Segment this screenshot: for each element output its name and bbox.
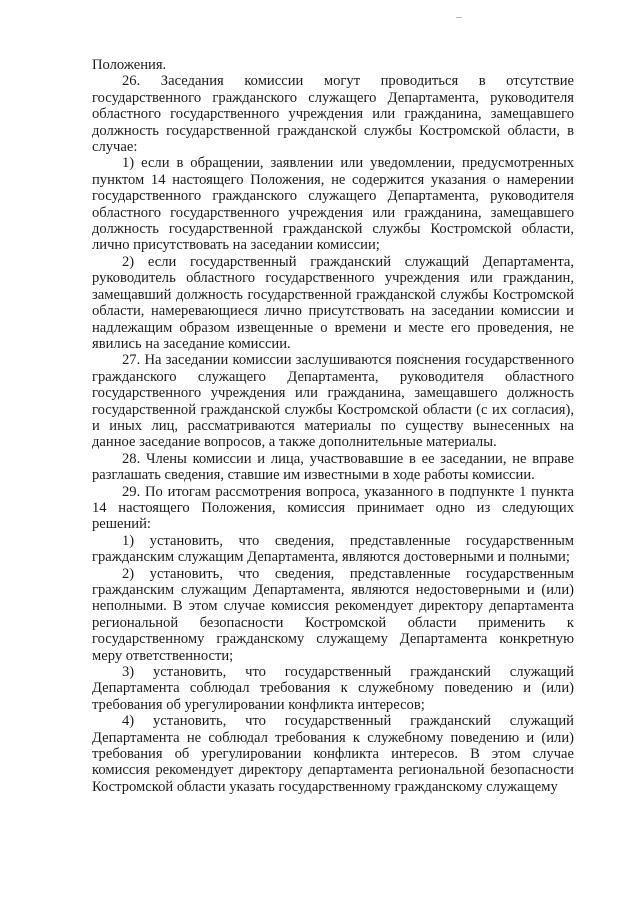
paragraph-29-3: 3) установить, что государственный гражданский служащий Департамента соблюдал требования к служебному поведению и (или) требования об урегулировании конфликта интересов; <box>92 664 574 713</box>
paragraph-29-4: 4) установить, что государственный гражданский служащий Департамента не соблюдал требования к служебному поведению и (или) требования об урегулировании конфликта интересов. В этом случае комиссия рекомендует директору департамента региональной безопасности Костромской области указать государственному гражданскому служащему <box>92 713 574 795</box>
paragraph-26-2: 2) если государственный гражданский служащий Департамента, руководитель областного государственного учреждения или гражданин, замещавший должность государственной гражданской службы Костромской области, намеревающиеся лично присутствовать на заседании комиссии и надлежащим образом извещенные о времени и месте его проведения, не явились на заседание комиссии. <box>92 253 574 352</box>
document-body <box>92 57 574 795</box>
paragraph-29-2: 2) установить, что сведения, представленные государственным гражданским служащим Департамента, являются недостоверными и (или) неполными. В этом случае комиссия рекомендует директору департамента региональной безопасности Костромской области применить к государственному гражданскому служащему Департамента конкретную меру ответственности; <box>92 565 574 664</box>
paragraph-29-1: 1) установить, что сведения, представленные государственным гражданским служащим Департамента, являются достоверными и полными; <box>92 532 574 566</box>
paragraph-26-1: 1) если в обращении, заявлении или уведомлении, предусмотренных пунктом 14 настоящего Положения, не содержится указания о намерении государственного гражданского служащего Департамента, руководителя областного государственного учреждения или гражданина, замещавшего должность государственной гражданской службы Костромской области, лично присутствовать на заседании комиссии; <box>92 155 574 254</box>
paragraph-26: 26. Заседания комиссии могут проводиться в отсутствие государственного гражданского служащего Департамента, руководителя областного государственного учреждения или гражданина, замещавшего должность государственной гражданской службы Костромской области, в случае: <box>92 73 574 156</box>
paragraph-28: 28. Члены комиссии и лица, участвовавшие в ее заседании, не вправе разглашать сведения, ставшие им известными в ходе работы комиссии. <box>92 450 574 484</box>
paragraph-27: 27. На заседании комиссии заслушиваются пояснения государственного гражданского служащего Департамента, руководителя областного государственного учреждения или гражданина, замещавшего должность государственной гражданской службы Костромской области (с их согласия), и иных лиц, рассматриваются материалы по существу вынесенных на данное заседание вопросов, а также дополнительные материалы. <box>92 352 574 451</box>
paragraph-continuation: Положения. <box>92 57 167 73</box>
scan-mark <box>456 17 462 18</box>
paragraph-29: 29. По итогам рассмотрения вопроса, указанного в подпункте 1 пункта 14 настоящего Положения, комиссия принимает одно из следующих решений: <box>92 483 574 533</box>
